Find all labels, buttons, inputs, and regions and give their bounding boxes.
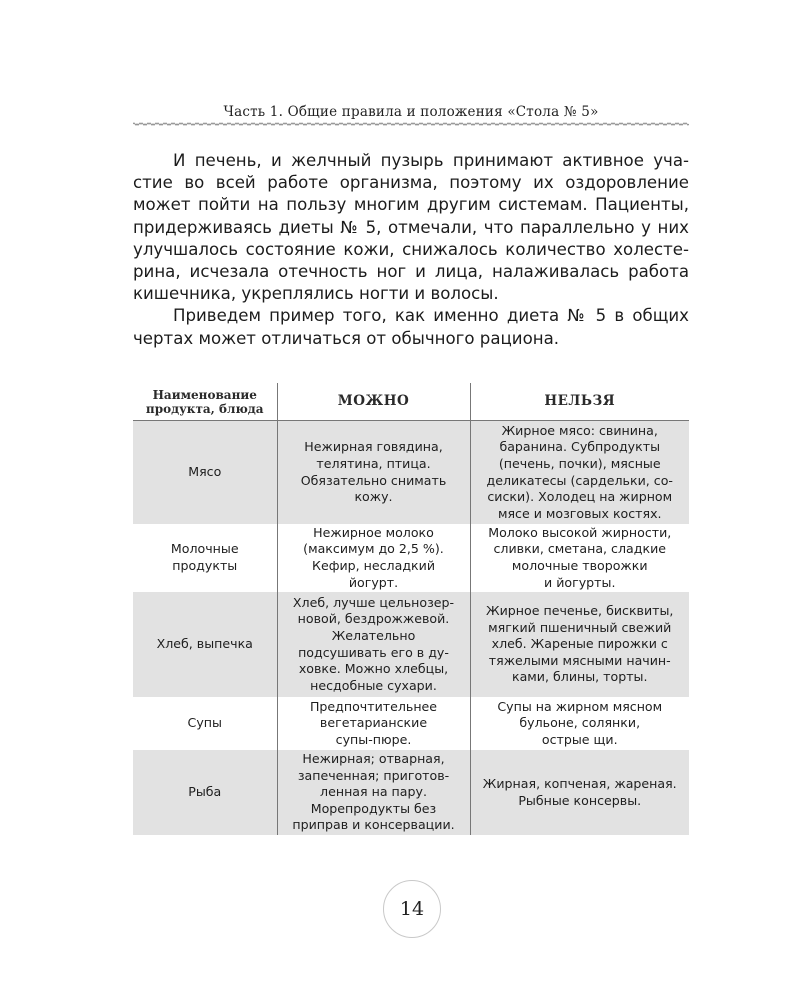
header-product-line: Наименование <box>152 387 257 402</box>
product-cell: Рыба <box>133 750 277 835</box>
paragraph-1-line: улучшалось состояние кожи, снижалось количество холесте- <box>133 239 689 259</box>
body-text <box>133 150 689 350</box>
header-product-line: продукта, блюда <box>145 401 264 416</box>
running-header: Часть 1. Общие правила и положения «Стола № 5» <box>223 104 599 120</box>
paragraph-1-line: И печень, и желчный пузырь принимают активное уча- <box>173 151 689 170</box>
product-cell: Хлеб, выпечка <box>133 592 277 697</box>
product-cell: Супы <box>187 715 222 731</box>
allowed-cell: Нежирная говядина, телятина, птица. Обязательно снимать кожу. <box>277 421 470 525</box>
header-product <box>133 383 277 421</box>
table-row <box>133 697 689 750</box>
paragraph-1-line: стие во всей работе организма, поэтому их оздоровление <box>133 173 689 193</box>
forbidden-cell: Молоко высокой жирности, сливки, сметана, сладкие молочные творожки и йогурты. <box>470 524 689 592</box>
forbidden-cell: Супы на жирном мясном бульоне, солянки, острые щи. <box>470 697 689 750</box>
forbidden-cell: Жирное мясо: свинина, баранина. Субпродукты (печень, почки), мясные деликатесы (сардельки, со- сиски). Холодец на жирном мясе и мозговых костях. <box>470 421 689 525</box>
paragraph-2-line: Приведем пример того, как именно диета № 5 в общих <box>173 306 689 326</box>
header-allowed: МОЖНО <box>277 383 470 421</box>
forbidden-cell: Жирная, копченая, жареная. Рыбные консервы. <box>470 750 689 835</box>
paragraph-2-line: чертах может отличаться от обычного рациона. <box>133 328 560 348</box>
paragraph-1-line: может пойти на пользу многим другим системам. Пациенты, <box>133 195 689 215</box>
paragraph-1-line: рина, исчезала отечность ног и лица, налаживалась работа <box>133 262 689 282</box>
diet-comparison-table <box>133 383 689 835</box>
header-forbidden: НЕЛЬЗЯ <box>470 383 689 421</box>
allowed-cell: Нежирное молоко (максимум до 2,5 %). Кефир, несладкий йогурт. <box>277 524 470 592</box>
paragraph-1-line: кишечника, укреплялись ногти и волосы. <box>133 284 499 304</box>
product-cell: Молочные продукты <box>170 541 239 573</box>
header-wavy-rule <box>133 121 689 127</box>
page-number: 14 <box>383 880 441 938</box>
product-cell: Мясо <box>133 421 277 525</box>
forbidden-cell: Жирное печенье, бисквиты, мягкий пшеничный свежий хлеб. Жареные пирожки с тяжелыми мясными начин- ками, блины, торты. <box>470 592 689 697</box>
paragraph-1-line: придерживаясь диеты № 5, отмечали, что параллельно у них <box>133 217 689 237</box>
table-header-row <box>133 383 689 421</box>
allowed-cell: Предпочтительнее вегетарианские супы-пюре. <box>277 697 470 750</box>
allowed-cell: Хлеб, лучше цельнозер- новой, бездрожжевой. Желательно подсушивать его в ду- ховке. Можно хлебцы, несдобные сухари. <box>277 592 470 697</box>
allowed-cell: Нежирная; отварная, запеченная; приготов- ленная на пару. Морепродукты без приправ и консервации. <box>277 750 470 835</box>
table-row <box>133 421 689 525</box>
table-row <box>133 524 689 592</box>
table-row <box>133 592 689 697</box>
table-row <box>133 750 689 835</box>
